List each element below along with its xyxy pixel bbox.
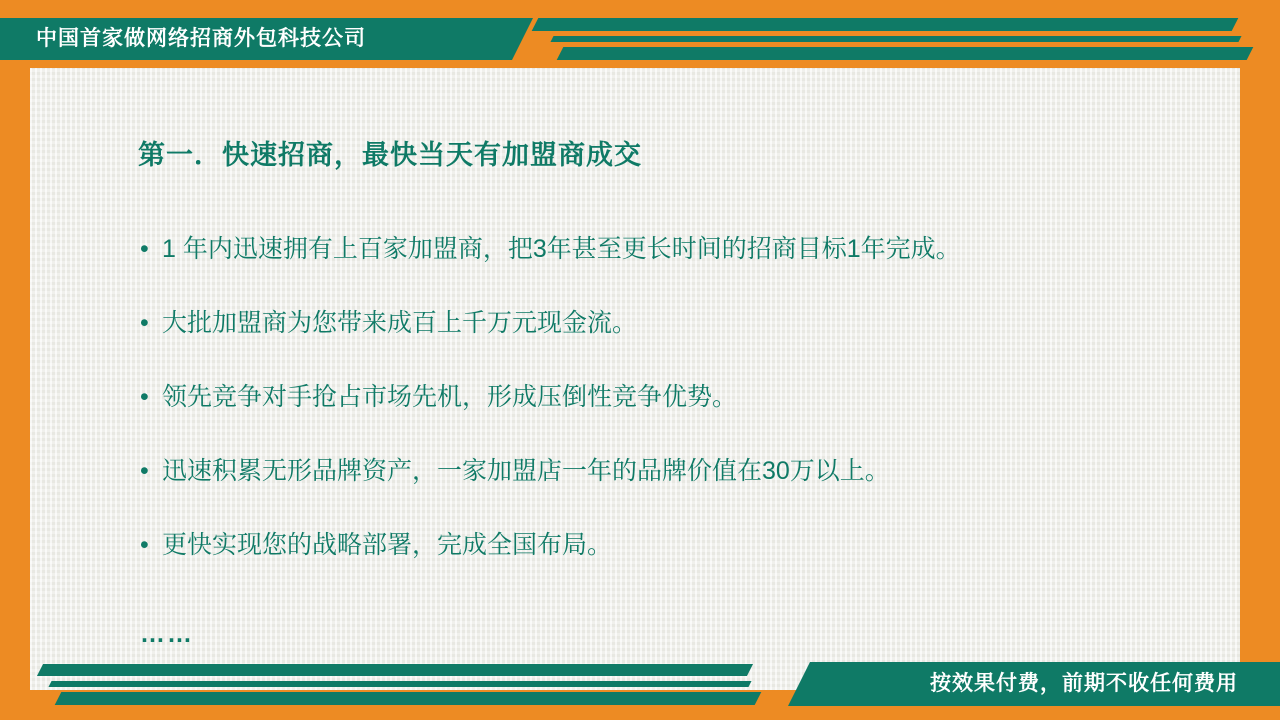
- bullet-list: [140, 232, 1210, 602]
- page-title: 第一．快速招商，最快当天有加盟商成交: [138, 140, 642, 170]
- list-item: [140, 380, 1210, 414]
- bullet-icon: •: [140, 457, 149, 485]
- list-item: [140, 232, 1210, 266]
- header-title: 中国首家做网络招商外包科技公司: [36, 27, 366, 50]
- footer-stripe-middle: [48, 681, 751, 687]
- header-stripe-top: [532, 18, 1239, 31]
- footer-tagline: 按效果付费，前期不收任何费用: [930, 672, 1238, 695]
- list-item-text: 迅速积累无形品牌资产，一家加盟店一年的品牌价值在30万以上。: [162, 457, 890, 485]
- header-stripe-middle: [550, 36, 1241, 42]
- bullet-icon: •: [140, 383, 149, 411]
- footer-stripe-bottom: [55, 692, 762, 705]
- header-stripe-bottom: [557, 47, 1254, 60]
- list-item: [140, 454, 1210, 488]
- header-bar: [0, 18, 1280, 60]
- bullet-icon: •: [140, 531, 149, 559]
- bullet-icon: •: [140, 235, 149, 263]
- list-item-text: 大批加盟商为您带来成百上千万元现金流。: [162, 309, 638, 337]
- bullet-icon: •: [140, 309, 149, 337]
- list-item: [140, 306, 1210, 340]
- list-item-text: 更快实现您的战略部署，完成全国布局。: [162, 531, 613, 559]
- footer-stripe-top: [37, 664, 753, 676]
- ellipsis-text: ……: [140, 620, 194, 648]
- footer-bar: [0, 662, 1280, 706]
- list-item-text: 1 年内迅速拥有上百家加盟商，把3年甚至更长时间的招商目标1年完成。: [162, 235, 961, 263]
- list-item: [140, 528, 1210, 562]
- list-item-text: 领先竞争对手抢占市场先机，形成压倒性竞争优势。: [162, 383, 738, 411]
